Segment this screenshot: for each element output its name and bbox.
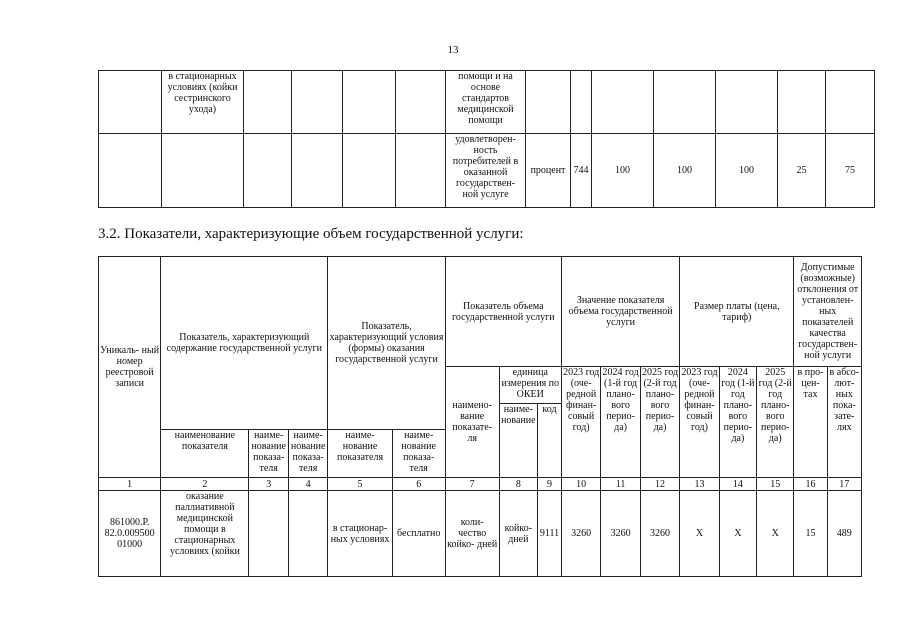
quality-table-continuation: [98, 70, 875, 208]
header-price-2024: 2024 год (1-й год плано- вого перио- да): [719, 367, 756, 478]
deviation-absolute: 489: [827, 491, 861, 577]
deviation-percent: 25: [778, 134, 826, 208]
col-num: 4: [288, 478, 327, 491]
satisfaction-indicator: удовлетворен- ность потребителей в оказанной государствен- ной услуге: [446, 134, 526, 208]
deviation-absolute: 75: [826, 134, 875, 208]
okei-code: 9111: [538, 491, 562, 577]
header-okei-code: код: [538, 404, 562, 478]
header-year-2023: 2023 год (оче- редной финан- совый год): [561, 367, 600, 478]
header-content-name-3: наиме- нование показа- теля: [288, 430, 327, 478]
col-num: 10: [561, 478, 600, 491]
col-num: 5: [328, 478, 392, 491]
price-2024: Х: [719, 491, 756, 577]
col-num: 16: [794, 478, 827, 491]
col-num: 2: [161, 478, 249, 491]
header-price-2023: 2023 год (оче- редной финан- совый год): [680, 367, 719, 478]
header-volume-name: наимено- вание показате- ля: [445, 367, 499, 478]
col-num: 17: [827, 478, 861, 491]
header-year-2025: 2025 год (2-й год плано- вого перио- да): [640, 367, 679, 478]
col-num: 8: [499, 478, 537, 491]
value-2023: 100: [592, 134, 654, 208]
col-num: 7: [445, 478, 499, 491]
volume-indicator-name: коли- чество койко- дней: [445, 491, 499, 577]
header-unique-number: Уникаль- ный номер реестровой записи: [99, 257, 161, 478]
col-num: 15: [757, 478, 794, 491]
col-num: 12: [640, 478, 679, 491]
volume-2024: 3260: [601, 491, 640, 577]
unit-name: койко- дней: [499, 491, 537, 577]
service-content-cell: в стационарных условиях (койки сестринского ухода): [162, 71, 244, 134]
service-content: оказание паллиативной медицинской помощи в стационарных условиях (койки: [161, 491, 249, 577]
col-num: 13: [680, 478, 719, 491]
okei-code-cell: 744: [571, 134, 592, 208]
volume-2025: 3260: [640, 491, 679, 577]
price-2025: Х: [757, 491, 794, 577]
volume-table: [98, 256, 862, 577]
column-number-row: [99, 478, 862, 491]
col-num: 1: [99, 478, 161, 491]
header-content-indicator: Показатель, характеризующий содержание государственной услуги: [161, 257, 328, 430]
col-num: 9: [538, 478, 562, 491]
header-payment: Размер платы (цена, тариф): [680, 257, 794, 367]
volume-2023: 3260: [561, 491, 600, 577]
header-volume-indicator: Показатель объема государственной услуги: [445, 257, 561, 367]
col-num: 11: [601, 478, 640, 491]
header-allowed-deviation: Допустимые (возможные) отклонения от установлен- ных показателей качества государствен- ной услуги: [794, 257, 862, 367]
table-row: [99, 491, 862, 577]
header-condition-name-1: наиме- нование показателя: [328, 430, 392, 478]
value-2025: 100: [716, 134, 778, 208]
col-num: 3: [249, 478, 288, 491]
condition-value: в стационар- ных условиях: [328, 491, 392, 577]
value-2024: 100: [654, 134, 716, 208]
price-2023: Х: [680, 491, 719, 577]
header-content-name-1: наименование показателя: [161, 430, 249, 478]
col-num: 14: [719, 478, 756, 491]
header-okei-unit: единица измерения по ОКЕИ: [499, 367, 561, 404]
header-in-absolute: в абсо- лют- ных пока- зате- лях: [827, 367, 861, 478]
unit-cell: процент: [526, 134, 571, 208]
page-number: 13: [447, 44, 459, 56]
form-value: бесплатно: [392, 491, 445, 577]
header-volume-value: Значение показателя объема государственной услуги: [561, 257, 679, 367]
header-price-2025: 2025 год (2-й год плано- вого перио- да): [757, 367, 794, 478]
registry-cell: [99, 71, 162, 134]
header-okei-name: наиме- нование: [499, 404, 537, 478]
header-in-percent: в про- цен- тах: [794, 367, 827, 478]
header-content-name-2: наиме- нование показа- теля: [249, 430, 288, 478]
col-num: 6: [392, 478, 445, 491]
indicator-cell: помощи и на основе стандартов медицинской помощи: [446, 71, 526, 134]
section-heading: 3.2. Показатели, характеризующие объем государственной услуги:: [98, 226, 524, 242]
header-year-2024: 2024 год (1-й год плано- вого перио- да): [601, 367, 640, 478]
registry-number: 861000.Р. 82.0.009500 01000: [99, 491, 161, 577]
deviation-percent: 15: [794, 491, 827, 577]
header-condition-name-2: наиме- нование показа- теля: [392, 430, 445, 478]
header-conditions-indicator: Показатель, характеризующий условия (формы) оказания государственной услуги: [328, 257, 445, 430]
